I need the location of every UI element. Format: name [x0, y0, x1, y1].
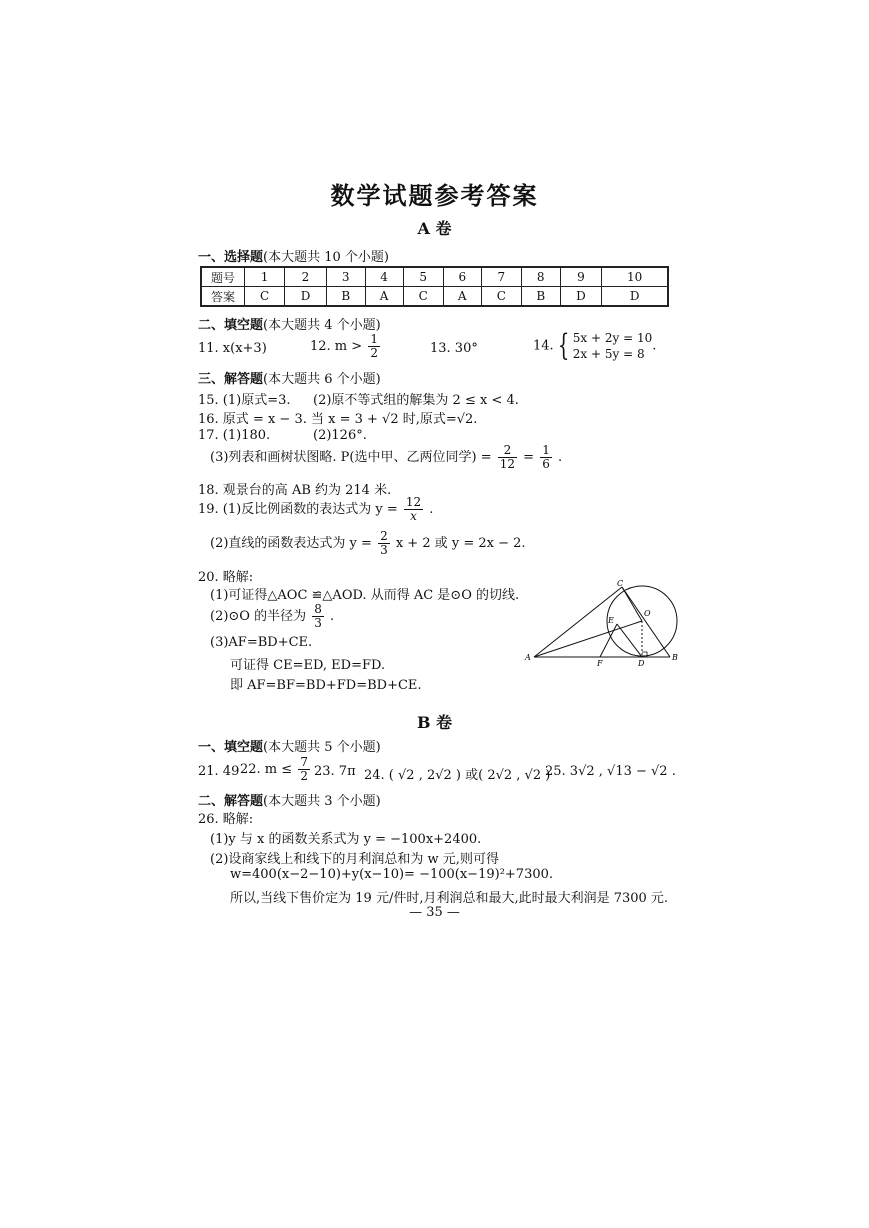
- table-label-number: 题号: [201, 267, 245, 287]
- label-d: D: [638, 659, 645, 668]
- brace-icon: {: [557, 328, 569, 363]
- answer-q24: 24. ( √2 , 2√2 ) 或( 2√2 , √2 ): [364, 768, 551, 783]
- label-c: C: [617, 579, 624, 588]
- answer-q17-part3: [210, 444, 562, 471]
- answer-q25: 25. 3√2 , √13 − √2 .: [545, 764, 676, 779]
- section-choice-title: [198, 246, 389, 265]
- line-ef: [600, 624, 617, 657]
- q17c-f1-numerator: 2: [498, 444, 517, 458]
- section-b-solve-bold: 二、解答题: [198, 794, 264, 809]
- q12-numerator: 1: [370, 332, 378, 346]
- q17c-f2-numerator: 1: [542, 443, 550, 457]
- answer-q18: 18. 观景台的高 AB 约为 214 米.: [198, 483, 392, 498]
- table-cell: 5: [403, 267, 443, 287]
- table-cell: D: [560, 287, 602, 307]
- q17c-prefix: (3)列表和画树状图略. P(选中甲、乙两位同学) =: [210, 450, 492, 465]
- label-o: O: [644, 609, 651, 618]
- q22-fraction: [298, 756, 310, 783]
- q20b-denominator: 3: [314, 616, 322, 630]
- section-choice-bold: 一、选择题: [198, 250, 264, 265]
- q20b-prefix: (2)⊙O 的半径为: [210, 609, 307, 624]
- table-cell: 2: [285, 267, 327, 287]
- answer-q20-part1: (1)可证得△AOC ≌△AOD. 从而得 AC 是⊙O 的切线.: [210, 588, 520, 603]
- answer-q15-part1: 15. (1)原式=3.: [198, 393, 291, 408]
- label-e: E: [608, 616, 614, 625]
- table-cell: C: [481, 287, 521, 307]
- q12-fraction: [368, 333, 380, 360]
- q19b-denominator: 3: [380, 543, 388, 557]
- q14-prefix: 14.: [533, 338, 554, 354]
- answer-q20-title: 20. 略解:: [198, 570, 254, 585]
- table-row-numbers: [201, 267, 668, 287]
- table-cell: A: [365, 287, 403, 307]
- q20b-numerator: 8: [314, 602, 322, 616]
- answer-q17-part2: (2)126°.: [313, 428, 367, 443]
- part-b-heading: B 卷: [416, 713, 453, 732]
- table-cell: 3: [326, 267, 365, 287]
- answer-q15-part2: (2)原不等式组的解集为 2 ≤ x < 4.: [313, 393, 519, 408]
- answer-q26-part2: (2)设商家线上和线下的月利润总和为 w 元,则可得: [210, 852, 499, 867]
- section-b-fill-rest: (本大题共 5 个小题): [263, 740, 381, 755]
- table-cell: A: [443, 287, 481, 307]
- section-fill-bold: 二、填空题: [198, 318, 264, 333]
- answer-q21: 21. 49: [198, 764, 240, 779]
- table-cell: 10: [602, 267, 668, 287]
- q20b-fraction: [312, 603, 324, 630]
- section-b-solve-title: [198, 790, 381, 809]
- answer-q11: 11. x(x+3): [198, 341, 267, 356]
- q20b-suffix: .: [330, 609, 335, 624]
- label-f: F: [597, 659, 603, 668]
- table-cell: 7: [481, 267, 521, 287]
- q19a-numerator: 12: [405, 495, 422, 509]
- line-co: [622, 587, 642, 621]
- section-b-fill-title: [198, 736, 381, 755]
- q12-denominator: 2: [370, 346, 378, 360]
- geometry-figure: [520, 578, 685, 668]
- answer-q17-part1: 17. (1)180.: [198, 428, 271, 443]
- answer-q19-part2: [210, 530, 526, 557]
- q19a-denominator: x: [410, 509, 417, 523]
- q14-suffix: .: [652, 338, 657, 354]
- line-cb: [622, 587, 670, 657]
- table-cell: 8: [521, 267, 560, 287]
- answer-q20-line3: 即 AF=BF=BD+FD=BD+CE.: [230, 678, 422, 693]
- q17c-fraction1: [498, 444, 517, 471]
- q22-prefix: 22. m ≤: [240, 762, 293, 777]
- label-b: B: [672, 653, 678, 662]
- q19b-fraction: [378, 530, 390, 557]
- answer-q23: 23. 7π: [314, 764, 356, 779]
- q19a-suffix: .: [429, 502, 434, 517]
- q19b-numerator: 2: [380, 529, 388, 543]
- label-a: A: [525, 653, 531, 662]
- table-cell: D: [602, 287, 668, 307]
- answer-q13: 13. 30°: [430, 341, 478, 356]
- answer-q20-part2: [210, 603, 334, 630]
- table-cell: B: [521, 287, 560, 307]
- answer-q26-formula: w=400(x−2−10)+y(x−10)= −100(x−19)²+7300.: [230, 867, 554, 882]
- answer-q14: [533, 330, 656, 362]
- answer-q16: 16. 原式 = x − 3. 当 x = 3 + √2 时,原式=√2.: [198, 412, 478, 427]
- page-title: 数学试题参考答案: [330, 181, 539, 210]
- q14-eq1: 5x + 2y = 10: [572, 331, 653, 345]
- table-cell: 9: [560, 267, 602, 287]
- q17c-f2-denominator: 6: [542, 457, 550, 471]
- answer-q22: [240, 756, 312, 783]
- q19b-prefix: (2)直线的函数表达式为 y =: [210, 536, 372, 551]
- section-fill-title: [198, 314, 381, 333]
- table-cell: 4: [365, 267, 403, 287]
- q17c-f1-denominator: 12: [499, 457, 516, 471]
- q19a-fraction: [404, 496, 423, 523]
- line-ed: [617, 624, 642, 657]
- section-solve-bold: 三、解答题: [198, 372, 264, 387]
- q22-numerator: 7: [300, 755, 308, 769]
- q17c-equals: =: [523, 450, 535, 465]
- section-fill-rest: (本大题共 4 个小题): [263, 318, 381, 333]
- answer-q20-line2: 可证得 CE=ED, ED=FD.: [230, 658, 386, 673]
- table-cell: B: [326, 287, 365, 307]
- table-cell: 6: [443, 267, 481, 287]
- q19b-suffix: x + 2 或 y = 2x − 2.: [395, 536, 526, 551]
- table-cell: 1: [245, 267, 285, 287]
- section-b-solve-rest: (本大题共 3 个小题): [263, 794, 381, 809]
- answer-q26-title: 26. 略解:: [198, 812, 254, 827]
- answer-table: [200, 266, 669, 307]
- section-solve-rest: (本大题共 6 个小题): [263, 372, 381, 387]
- q17c-fraction2: [540, 444, 552, 471]
- q14-eq2: 2x + 5y = 8: [572, 347, 645, 361]
- section-b-fill-bold: 一、填空题: [198, 740, 264, 755]
- answer-q20-part3: (3)AF=BD+CE.: [210, 635, 313, 650]
- part-a-heading: A 卷: [417, 219, 452, 238]
- q12-prefix: 12. m >: [310, 339, 363, 354]
- answer-q19-part1: [198, 496, 433, 523]
- section-solve-title: [198, 368, 381, 387]
- section-choice-rest: (本大题共 10 个小题): [263, 250, 389, 265]
- answer-q12: [310, 333, 382, 360]
- q19a-prefix: 19. (1)反比例函数的表达式为 y =: [198, 502, 398, 517]
- table-row-answers: [201, 287, 668, 307]
- table-cell: C: [403, 287, 443, 307]
- answer-q26-part1: (1)y 与 x 的函数关系式为 y = −100x+2400.: [210, 832, 482, 847]
- page-number: — 35 —: [409, 905, 460, 920]
- q14-system: [573, 330, 652, 362]
- table-label-answer: 答案: [201, 287, 245, 307]
- answer-q26-conclusion: 所以,当线下售价定为 19 元/件时,月利润总和最大,此时最大利润是 7300 元.: [230, 891, 669, 906]
- q17c-suffix: .: [558, 450, 563, 465]
- table-cell: C: [245, 287, 285, 307]
- q22-denominator: 2: [300, 769, 308, 783]
- table-cell: D: [285, 287, 327, 307]
